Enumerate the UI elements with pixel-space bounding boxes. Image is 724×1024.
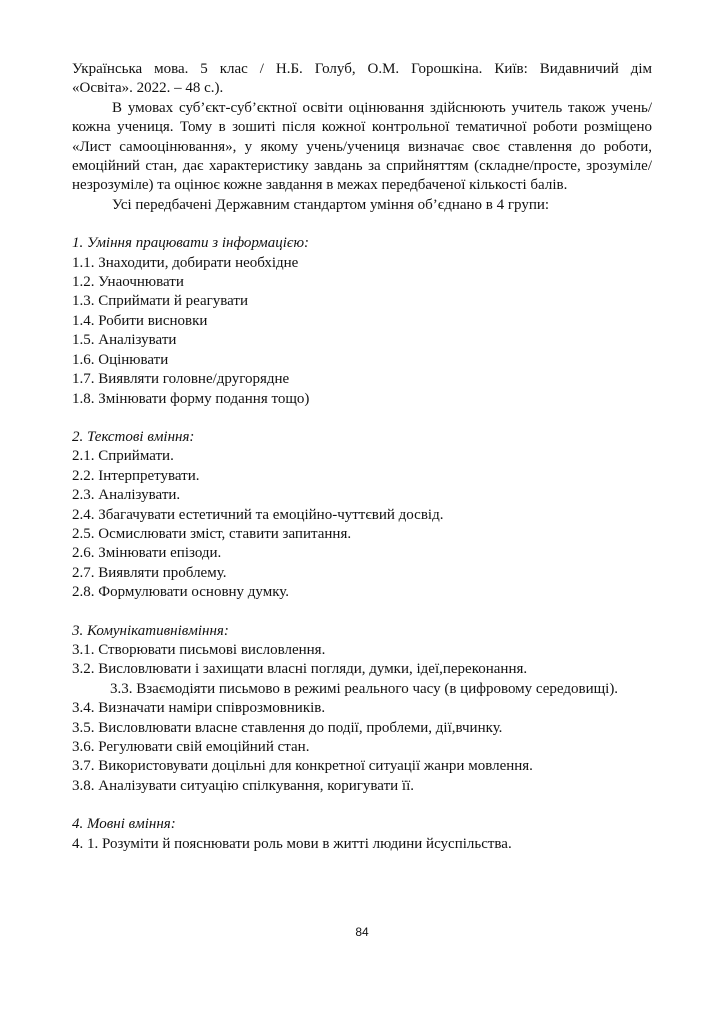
list-item: 3.2. Висловлювати і захищати власні погляди, думки, ідеї,переконання. — [72, 661, 528, 678]
list-item: 1.4. Робити висновки — [72, 312, 208, 329]
group-title: 3. Комунікативнівміння: — [72, 622, 229, 639]
group-title: 1. Уміння працювати з інформацією: — [72, 235, 310, 252]
group-title: 2. Текстові вміння: — [72, 428, 195, 445]
list-item: 3.5. Висловлювати власне ставлення до події, проблеми, дії,вчинку. — [72, 719, 503, 736]
list-item: 2.7. Виявляти проблему. — [72, 564, 227, 581]
list-item: 2.4. Збагачувати естетичний та емоційно-чуттєвий досвід. — [72, 506, 444, 523]
list-item: 3.4. Визначати наміри співрозмовників. — [72, 700, 326, 717]
list-item: 2.8. Формулювати основну думку. — [72, 584, 290, 601]
list-item: 2.6. Змінювати епізоди. — [72, 545, 222, 562]
list-item: 3.1. Створювати письмові висловлення. — [72, 641, 326, 658]
list-item: 2.3. Аналізувати. — [72, 487, 181, 504]
groups-intro: Усі передбачені Державним стандартом уміння об’єднано в 4 групи: — [112, 196, 550, 213]
list-item: 1.2. Унаочнювати — [72, 274, 184, 291]
skill-group-4 — [72, 815, 652, 854]
list-item: 3.6. Регулювати свій емоційний стан. — [72, 739, 310, 755]
list-item: 2.1. Сприймати. — [72, 448, 174, 465]
page-number: 84 — [355, 925, 369, 939]
list-item: 3.3. Взаємодіяти письмово в режимі реального часу (в цифровому середовищі). — [110, 680, 619, 697]
skill-group-3 — [72, 622, 652, 797]
group-title: 4. Мовні вміння: — [72, 816, 176, 833]
list-item: 4. 1. Розуміти й пояснювати роль мови в житті людини йсуспільства. — [72, 835, 512, 852]
list-item: 1.6. Оцінювати — [72, 351, 169, 368]
list-item: 1.5. Аналізувати — [72, 332, 177, 349]
list-item: 1.8. Змінювати форму подання тощо) — [72, 390, 310, 407]
reference-line-2: «Освіта». 2022. – 48 с.). — [72, 80, 224, 97]
list-item: 3.7. Використовувати доцільні для конкретної ситуації жанри мовлення. — [72, 758, 533, 775]
list-item: 2.2. Інтерпретувати. — [72, 467, 200, 484]
list-item: 2.5. Осмислювати зміст, ставити запитання. — [72, 525, 352, 542]
skill-group-2 — [72, 428, 652, 603]
list-item: 1.3. Сприймати й реагувати — [72, 293, 248, 310]
intro-paragraph: В умовах суб’єкт-суб’єктної освіти оцінювання здійснюють учитель також учень/кожна учениця. Тому в зошиті після кожної контрольної тематичної роботи розміщено «Лист самооцінювання», у якому учень/учениця визначає своє ставлення до роботи, емоційний стан, дає характеристику завдань за сприйняттям (складне/просте, зрозуміле/незрозуміле) та оцінює кожне завдання в межах передбаченої кількості балів. — [72, 99, 652, 194]
list-item: 3.8. Аналізувати ситуацію спілкування, коригувати її. — [72, 777, 414, 794]
list-item: 1.7. Виявляти головне/другорядне — [72, 371, 290, 388]
reference-line-1: Українська мова. 5 клас / Н.Б. Голуб, О.М. Горошкіна. Київ: Видавничий дім — [72, 61, 652, 77]
list-item: 1.1. Знаходити, добирати необхідне — [72, 254, 299, 271]
document-page — [72, 60, 652, 854]
skill-group-1 — [72, 234, 652, 409]
